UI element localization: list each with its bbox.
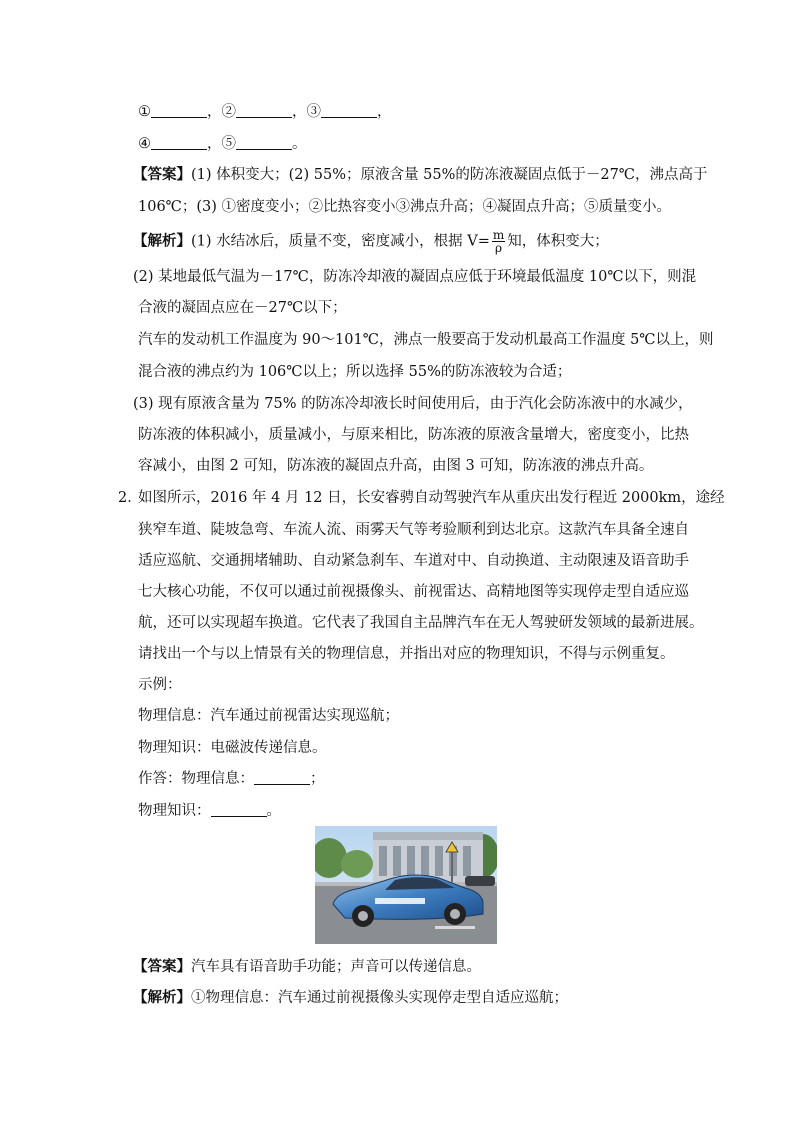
answer-blank-5[interactable] [236,135,292,150]
q1-analysis-line-7: 防冻液的体积减小，质量减小，与原来相比，防冻液的原液含量增大，密度变小，比热 [138,427,689,443]
q1-analysis-line-1: 【解析】(1) 水结冰后，质量不变，密度减小，根据 V= $\frac{m}{\rho}$ 知，体积变大； [133,228,609,255]
analysis-tag: 【解析】 [133,989,191,1006]
example-label: 示例： [138,677,182,693]
analysis-tag: 【解析】 [133,232,191,250]
knowledge-answer-blank[interactable] [211,802,267,817]
example-knowledge: 物理知识：电磁波传递信息。 [138,740,327,756]
q1-analysis-line-6: (3) 现有原液含量为 75% 的防冻冷却液长时间使用后，由于汽化会防冻液中的水减少， [133,396,693,412]
answer-blank-2[interactable] [236,103,292,118]
blank-row-1: ① ，② ，③ ， [138,104,392,120]
info-answer-blank[interactable] [254,770,310,785]
q1-analysis-line-4: 汽车的发动机工作温度为 90～101℃，沸点一般要高于发动机最高工作温度 5℃以上，则 [138,332,714,348]
blank-label-1: ① [138,104,151,120]
answer-blank-3[interactable] [321,103,377,118]
q2-text-line-5: 航，还可以实现超车换道。它代表了我国自主品牌汽车在无人驾驶研发领域的最新进展。 [138,615,704,631]
blank-label-2: ，② [207,104,236,120]
autonomous-car-photo [315,826,497,944]
blank-label-5: ，⑤ [207,136,236,152]
q1-analysis-line-5: 混合液的沸点约为 106℃以上；所以选择 55%的防冻液较为合适； [138,364,572,380]
answer-tag: 【答案】 [133,958,191,975]
q2-text-line-2: 狭窄车道、陡坡急弯、车流人流、雨雾天气等考验顺利到达北京。这款汽车具备全速自 [138,522,689,538]
q1-answer-line-1: 【答案】(1) 体积变大；(2) 55%；原液含量 55%的防冻液凝固点低于－27℃，沸点高于 [133,166,708,183]
blank-label-3: ，③ [292,104,321,120]
blank-label-4: ④ [138,136,151,152]
q2-text-line-3: 适应巡航、交通拥堵辅助、自动紧急刹车、车道对中、自动换道、主动限速及语音助手 [138,553,689,569]
answer-blank-1[interactable] [151,103,207,118]
question-number: 2． [118,490,142,506]
answer-prompt-knowledge: 物理知识： 。 [138,803,281,819]
density-fraction: $\frac{m}{\rho}$ [492,228,505,255]
q1-analysis-line-2: (2) 某地最低气温为－17℃，防冻冷却液的凝固点应低于环境最低温度 10℃以下，则混 [133,269,697,285]
q2-text-line-1: 如图所示，2016 年 4 月 12 日，长安睿骋自动驾驶汽车从重庆出发行程近 2000km，途经 [138,490,725,506]
answer-blank-4[interactable] [151,135,207,150]
answer-tag: 【答案】 [133,166,191,183]
q2-answer-line: 【答案】汽车具有语音助手功能；声音可以传递信息。 [133,958,481,975]
q2-text-line-6: 请找出一个与以上情景有关的物理信息，并指出对应的物理知识，不得与示例重复。 [138,646,675,662]
q1-answer-line-2: 106℃；(3) ①密度变小；②比热容变小③沸点升高；④凝固点升高；⑤质量变小。 [138,199,672,215]
q2-analysis-line: 【解析】①物理信息：汽车通过前视摄像头实现停走型自适应巡航； [133,989,568,1006]
answer-prompt-info: 作答：物理信息： ； [138,771,325,787]
blank-row-2: ④ ，⑤ 。 [138,136,307,152]
q1-analysis-line-8: 容减小，由图 2 可知，防冻液的凝固点升高，由图 3 可知，防冻液的沸点升高。 [138,458,654,474]
q1-analysis-line-3: 合液的凝固点应在－27℃以下； [138,300,347,316]
q2-text-line-4: 七大核心功能，不仅可以通过前视摄像头、前视雷达、高精地图等实现停走型自适应巡 [138,584,689,600]
example-info: 物理信息：汽车通过前视雷达实现巡航； [138,708,399,724]
